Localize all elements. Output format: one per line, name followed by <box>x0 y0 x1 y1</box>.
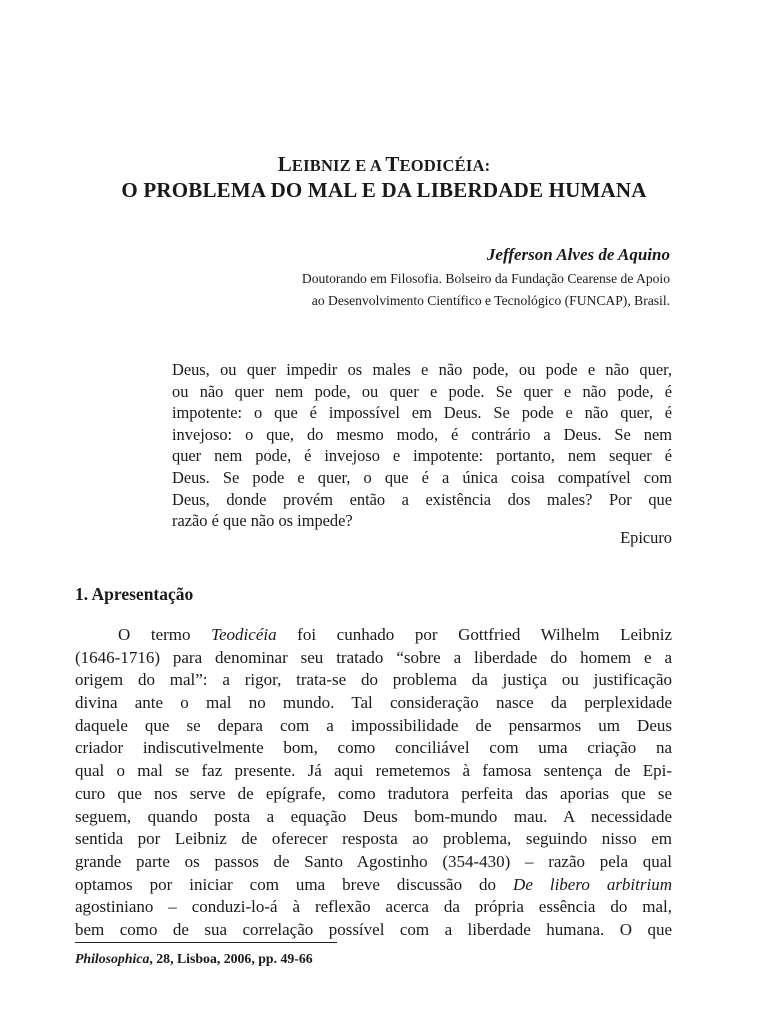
epigraph-line: Deus. Se pode e quer, o que é a única coisa compatível com <box>172 467 672 487</box>
title-line-1: LEIBNIZ E A TEODICÉIA: <box>277 152 491 176</box>
body-paragraph <box>75 624 672 942</box>
footnote-divider <box>75 942 337 943</box>
epigraph-line: Deus, ou quer impedir os males e não pode, ou pode e não quer, <box>172 360 672 379</box>
body-line: criador indiscutivelmente bom, como conciliável com uma criação na <box>75 738 672 758</box>
epigraph-line: quer nem pode, é invejoso e impotente: portanto, nem sequer é <box>172 446 672 466</box>
author-affiliation-line-2: ao Desenvolvimento Científico e Tecnológico (FUNCAP), Brasil. <box>311 293 670 308</box>
body-line: curo que nos serve de epígrafe, como tradutora perfeita das aporias que se <box>75 783 672 803</box>
body-line: divina ante o mal no mundo. Tal consideração nasce da perplexidade <box>75 693 672 713</box>
body-line: origem do mal”: a rigor, trata-se do problema da justiça ou justificação <box>75 670 672 690</box>
body-line: bem como de sua correlação possível com a liberdade humana. O que <box>75 919 672 939</box>
body-line: grande parte os passos de Santo Agostinho (354-430) – razão pela qual <box>75 851 672 871</box>
journal-citation: Philosophica, 28, Lisboa, 2006, pp. 49-66 <box>75 951 313 966</box>
author-affiliation-line-1: Doutorando em Filosofia. Bolseiro da Fundação Cearense de Apoio <box>301 271 670 286</box>
title-line-2: O PROBLEMA DO MAL E DA LIBERDADE HUMANA <box>121 178 647 202</box>
epigraph-line: Deus, donde provém então a existência dos males? Por que <box>172 489 672 509</box>
body-line: seguem, quando posta a equação Deus bom-mundo mau. A necessidade <box>75 806 672 826</box>
epigraph-line: invejoso: o que, do mesmo modo, é contrário a Deus. Se nem <box>172 424 672 444</box>
epigraph-source: Epicuro <box>620 528 672 547</box>
body-line: daquele que se depara com a impossibilidade de pensarmos um Deus <box>75 715 672 735</box>
body-line: agostiniano – conduzi-lo-á à reflexão acerca da própria essência do mal, <box>75 897 672 917</box>
epigraph-line: impotente: o que é impossível em Deus. Se pode e não quer, é <box>172 403 672 423</box>
body-line: optamos por iniciar com uma breve discussão do De libero arbitrium <box>75 874 672 894</box>
epigraph-line: razão é que não os impede? <box>172 511 353 531</box>
body-line: sentida por Leibniz de oferecer resposta ao problema, seguindo nisso em <box>75 829 672 849</box>
section-heading: 1. Apresentação <box>75 584 194 604</box>
body-line: O termo Teodicéia foi cunhado por Gottfried Wilhelm Leibniz <box>118 625 672 644</box>
body-line: qual o mal se faz presente. Já aqui remetemos à famosa sentença de Epi- <box>75 761 672 781</box>
body-line: (1646-1716) para denominar seu tratado “sobre a liberdade do homem e a <box>75 647 672 667</box>
epigraph <box>172 359 672 532</box>
epigraph-line: ou não quer nem pode, ou quer e pode. Se quer e não pode, é <box>172 381 672 401</box>
author-name: Jefferson Alves de Aquino <box>486 245 670 264</box>
